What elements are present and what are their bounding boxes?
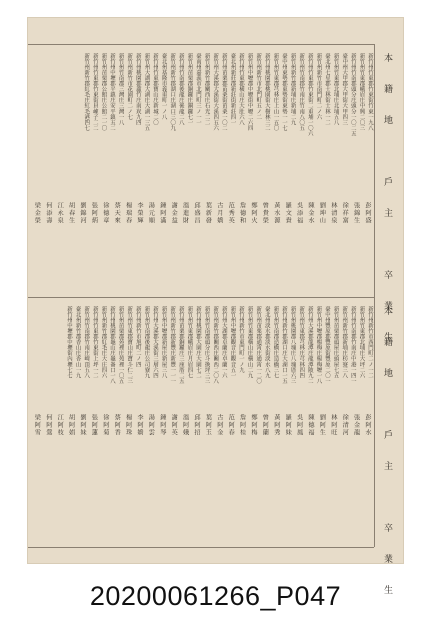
- lower-name-entry: 鍾阿琴: [158, 414, 166, 437]
- lower-name-entry: 劉阿妹: [79, 414, 86, 437]
- lower-name-entry: 胡阿娟: [67, 414, 75, 437]
- upper-address-entry: 新竹州大溪郡大溪街大溪四五六: [212, 53, 219, 131]
- upper-name-entry: 何添壽: [44, 202, 52, 225]
- lower-name-entry: 何阿鶯: [44, 414, 52, 437]
- upper-name-entry: 徐德章: [101, 202, 109, 225]
- lower-name-entry: 湯阿雲: [147, 414, 155, 437]
- lower-name-entry: 彭阿水: [364, 414, 371, 437]
- top-rule: [28, 44, 374, 45]
- lower-address-entry: 新竹州新竹市旭町二ノ四: [134, 306, 141, 368]
- lower-address-entry: 新竹州新竹市西門町二ノ一二: [367, 306, 373, 379]
- upper-address-entry: 新竹州苗栗郡苗栗街苗栗一〇二: [220, 53, 227, 131]
- upper-name-entry: 楊瑞春: [124, 202, 132, 225]
- lower-name-entry: 梁阿雪: [33, 414, 41, 437]
- upper-address-entry: 臺北州基隆市義重町一ノ八: [160, 53, 167, 120]
- upper-name-entry: 梁金榮: [33, 202, 41, 225]
- right-rule-upper: [374, 44, 375, 297]
- upper-name-entry: 古月嬌: [215, 202, 223, 225]
- upper-address-entry: 新竹州竹東郡北埔庄北埔五八: [332, 53, 339, 126]
- lower-address-entry: 新竹州竹東郡北埔庄大坪二六: [358, 306, 365, 379]
- lower-name-entry: 詹阿桂: [238, 414, 246, 437]
- lower-address-entry: 新竹州竹南郡後龍庄公司寮九: [143, 306, 150, 379]
- upper-address-entry: 臺南州嘉義市北門町三ノ一一: [195, 53, 201, 126]
- upper-address-entry: 新竹州苗栗郡銅鑼庄銅鑼七一: [186, 53, 193, 126]
- lower-address-entry: 新竹州桃園郡大園庄大園七二: [195, 306, 201, 379]
- lower-name-entry: 葉阿玉: [204, 414, 212, 437]
- lower-name-entry: 古阿金: [215, 414, 223, 437]
- lower-address-entry: 新竹州竹東郡橫山庄橫山二九: [246, 306, 253, 379]
- upper-name-entry: 范秀英: [227, 202, 235, 225]
- lower-address-entry: 新竹州中壢郡新屋庄新屋三八: [160, 306, 167, 379]
- upper-name-entry: 彭阿盛: [364, 202, 371, 225]
- lower-section-header: 本籍地 戶主 卒業生: [382, 306, 392, 616]
- upper-address-entry: 新竹州竹南郡竹南庄竹南八〇五: [298, 53, 305, 131]
- lower-address-entry: 新竹州中壢郡觀音庄觀音五一: [229, 306, 236, 379]
- upper-name-entry: 陳金水: [307, 202, 314, 225]
- upper-section-header: 本籍地 戶主 卒業生: [382, 53, 392, 363]
- lower-name-entry: 黃阿秀: [272, 414, 280, 437]
- lower-address-entry: 新竹州竹東郡芎林庄芎林四四: [298, 306, 305, 379]
- upper-name-entry: 葉新發: [204, 202, 212, 225]
- lower-address-entry: 新竹州新竹市東門町一ノ九: [238, 306, 244, 373]
- lower-address-entry: 新竹州新竹郡紅毛庄大庄四六: [100, 306, 107, 379]
- upper-address-entry: 新竹州新竹市北門町五ノ二: [255, 53, 262, 120]
- upper-address-entry: 新竹州新竹郡新埔庄新埔二九: [289, 53, 296, 126]
- middle-rule: [28, 297, 374, 298]
- upper-address-entry: 新竹州大湖郡大湖庄大湖一三五: [143, 53, 150, 131]
- upper-name-entry: 鍾阿滿: [158, 202, 166, 225]
- upper-address-entry: 新竹州竹東郡峨眉庄中興二〇三: [358, 53, 365, 131]
- upper-address-entry: 新竹州竹東郡竹東街員崠子二二: [91, 53, 98, 131]
- lower-name-entry: 吳阿鳳: [295, 414, 303, 437]
- upper-address-entry: 新竹州竹南郡後龍庄後龍二八: [177, 53, 184, 126]
- lower-address-entry: 臺中州豐原郡豐原街豐原二〇一: [324, 306, 330, 384]
- lower-name-entry: 邱阿招: [193, 414, 200, 437]
- lower-name-entry: 羅阿妹: [284, 414, 292, 437]
- upper-address-entry: 新竹州苗栗郡公館庄公館二一〇: [100, 53, 107, 131]
- upper-name-entry: 徐祥富: [341, 202, 349, 225]
- lower-address-entry: 新竹州新竹郡湖口庄大湖口一五: [281, 306, 287, 384]
- upper-name-entry: 鄭阿火: [250, 202, 257, 225]
- right-rule-lower: [374, 297, 375, 547]
- lower-address-entry: 新竹州新竹郡新豐庄新豐一一一: [169, 306, 176, 384]
- lower-name-entry: 謝阿英: [170, 414, 178, 437]
- lower-address-entry: 新竹州竹南郡竹南庄崎頂五八: [83, 306, 90, 379]
- upper-address-entry: 新竹州竹南郡頭分庄頭分一〇二五: [349, 53, 356, 137]
- upper-address-entry: 新竹州竹東郡竹東街竹東一九八: [367, 53, 373, 131]
- lower-address-entry: 新竹州苗栗郡苑裡庄苑裡一〇五: [117, 306, 124, 384]
- lower-address-entry: 新竹州桃園郡龜山庄龜崙口一八: [109, 306, 115, 384]
- upper-name-entry: 劉坤山: [318, 202, 326, 225]
- lower-name-entry: 江阿枝: [56, 414, 64, 437]
- lower-name-entry: 李阿嬌: [136, 414, 143, 437]
- lower-address-entry: 新竹州新竹郡關西庄關西二〇八: [212, 306, 219, 384]
- upper-name-entry: 張阿炳: [90, 202, 98, 225]
- upper-name-entry: 謝金益: [170, 202, 178, 225]
- lower-address-entry: 新竹州竹南郡竹南庄中港一四一: [349, 306, 356, 384]
- lower-name-entry: 鄭阿梅: [250, 414, 257, 437]
- upper-name-entry: 李榮輝: [136, 202, 143, 225]
- archive-id-caption: 20200061266_P047: [89, 581, 342, 611]
- lower-address-entry: 臺北州淡水郡淡水街淡水八九: [263, 306, 270, 379]
- upper-address-entry: 新竹州桃園郡桃園街大樹林三二: [263, 53, 270, 131]
- lower-address-entry: 新竹州新竹郡新埔庄枋寮三八: [341, 306, 348, 379]
- lower-address-entry: 新竹州大湖郡卓蘭庄卓蘭一六: [220, 306, 227, 379]
- lower-address-entry: 新竹州大溪郡龍潭庄龍潭陂九二: [306, 306, 313, 384]
- lower-address-entry: 新竹州桃園郡八塊庄八塊厝六三: [289, 306, 296, 384]
- lower-address-entry: 臺北州新竹郡香山庄香山一九: [74, 306, 81, 379]
- lower-address-entry: 新竹州竹南郡頭分庄斗換坪三三: [203, 306, 210, 384]
- upper-name-entry: 湯元順: [147, 202, 155, 225]
- lower-name-entry: 蔡阿香: [113, 414, 121, 437]
- lower-name-entry: 林阿旺: [329, 414, 337, 437]
- upper-name-entry: 蔡天來: [113, 202, 121, 225]
- upper-address-entry: 臺中州東勢郡東勢街東勢一一七: [281, 53, 287, 131]
- lower-address-entry: 新竹州苗栗郡通霄庄通霄一二〇: [255, 306, 262, 384]
- upper-name-entry: 江永泉: [56, 202, 64, 225]
- upper-name-entry: 林清泉: [329, 202, 337, 225]
- bottom-rule: [28, 547, 374, 548]
- upper-name-entry: 劉錦河: [79, 202, 86, 225]
- lower-name-entry: 張金龍: [352, 414, 360, 437]
- lower-name-entry: 陳德福: [307, 414, 314, 437]
- lower-address-entry: 新竹州苗栗郡頭屋庄頭屋七五: [332, 306, 339, 379]
- lower-address-entry: 新竹州苗栗郡銅鑼庄三座厝二五: [177, 306, 184, 384]
- upper-address-entry: 新竹州桃園郡蘆竹庄南崁九四: [134, 53, 141, 126]
- upper-name-entry: 胡春生: [67, 202, 75, 225]
- upper-name-entry: 羅文貴: [284, 202, 292, 225]
- lower-address-entry: 新竹州中壢郡楊梅庄楊梅壢一八: [315, 306, 322, 384]
- upper-name-entry: 吳添福: [295, 202, 303, 225]
- upper-address-entry: 新竹州竹東郡竹東街二重埔一〇六: [306, 53, 313, 137]
- upper-name-entry: 邱盛昌: [193, 202, 200, 225]
- lower-name-entry: 溫阿娥: [181, 414, 189, 437]
- lower-name-entry: 楊阿珠: [124, 414, 132, 437]
- upper-address-entry: 新竹州新竹市南門町二ノ六: [315, 53, 322, 120]
- upper-address-entry: 臺北州新莊郡新莊街新莊四一: [229, 53, 236, 126]
- lower-address-entry: 新竹州中壢郡中壢街內壢七七: [66, 306, 72, 379]
- upper-address-entry: 臺中州大甲郡大甲街大甲四三: [341, 53, 348, 126]
- lower-address-entry: 新竹州竹南郡造橋庄造橋三七: [272, 306, 279, 379]
- lower-name-entry: 范阿春: [227, 414, 235, 437]
- lower-address-entry: 新竹州竹東郡寶山庄寶斗仁二三: [126, 306, 133, 384]
- lower-name-entry: 劉阿生: [318, 414, 326, 437]
- lower-name-entry: 曾阿蘭: [261, 414, 269, 437]
- upper-name-entry: 曾貴榮: [261, 202, 269, 225]
- upper-name-entry: 張錦生: [352, 202, 360, 225]
- lower-address-entry: 新竹州竹東郡竹東街上坪一二: [91, 306, 98, 379]
- upper-address-entry: 新竹州竹東郡芎林庄上山一五〇: [272, 53, 279, 131]
- lower-address-entry: 新竹州竹東郡峨眉庄月眉四七: [186, 306, 193, 379]
- upper-name-entry: 詹德和: [238, 202, 246, 225]
- upper-address-entry: 新竹州中壢郡中壢街中壢二六四: [246, 53, 253, 131]
- upper-address-entry: 新竹州新竹市花園町二ノ七: [126, 53, 133, 120]
- upper-address-entry: 新竹州新竹郡關西庄石光二二: [203, 53, 210, 126]
- upper-address-entry: 新竹州竹南郡三灣庄三灣一八: [117, 53, 124, 126]
- upper-address-entry: 新竹州竹東郡橫山庄大肚六八: [238, 53, 244, 126]
- upper-name-entry: 溫進財: [181, 202, 189, 225]
- lower-name-entry: 張阿蓮: [90, 414, 98, 437]
- upper-address-entry: 新竹州新竹郡湖口庄湖口三〇九: [169, 53, 176, 131]
- upper-name-entry: 黃水源: [272, 202, 280, 225]
- upper-address-entry: 臺北州七星郡士林街士林一二: [324, 53, 330, 126]
- upper-address-entry: 新竹州中壢郡平鎮庄安平鎮五二: [109, 53, 115, 131]
- upper-address-entry: 新竹州新竹郡紅毛庄紅毛港四七: [83, 53, 90, 131]
- lower-address-entry: 新竹州大溪郡大溪街三層六四: [152, 306, 158, 379]
- lower-name-entry: 徐清河: [341, 414, 349, 437]
- lower-name-entry: 徐阿菊: [101, 414, 109, 437]
- upper-address-entry: 新竹州竹東郡寶山庄新城二〇: [152, 53, 158, 126]
